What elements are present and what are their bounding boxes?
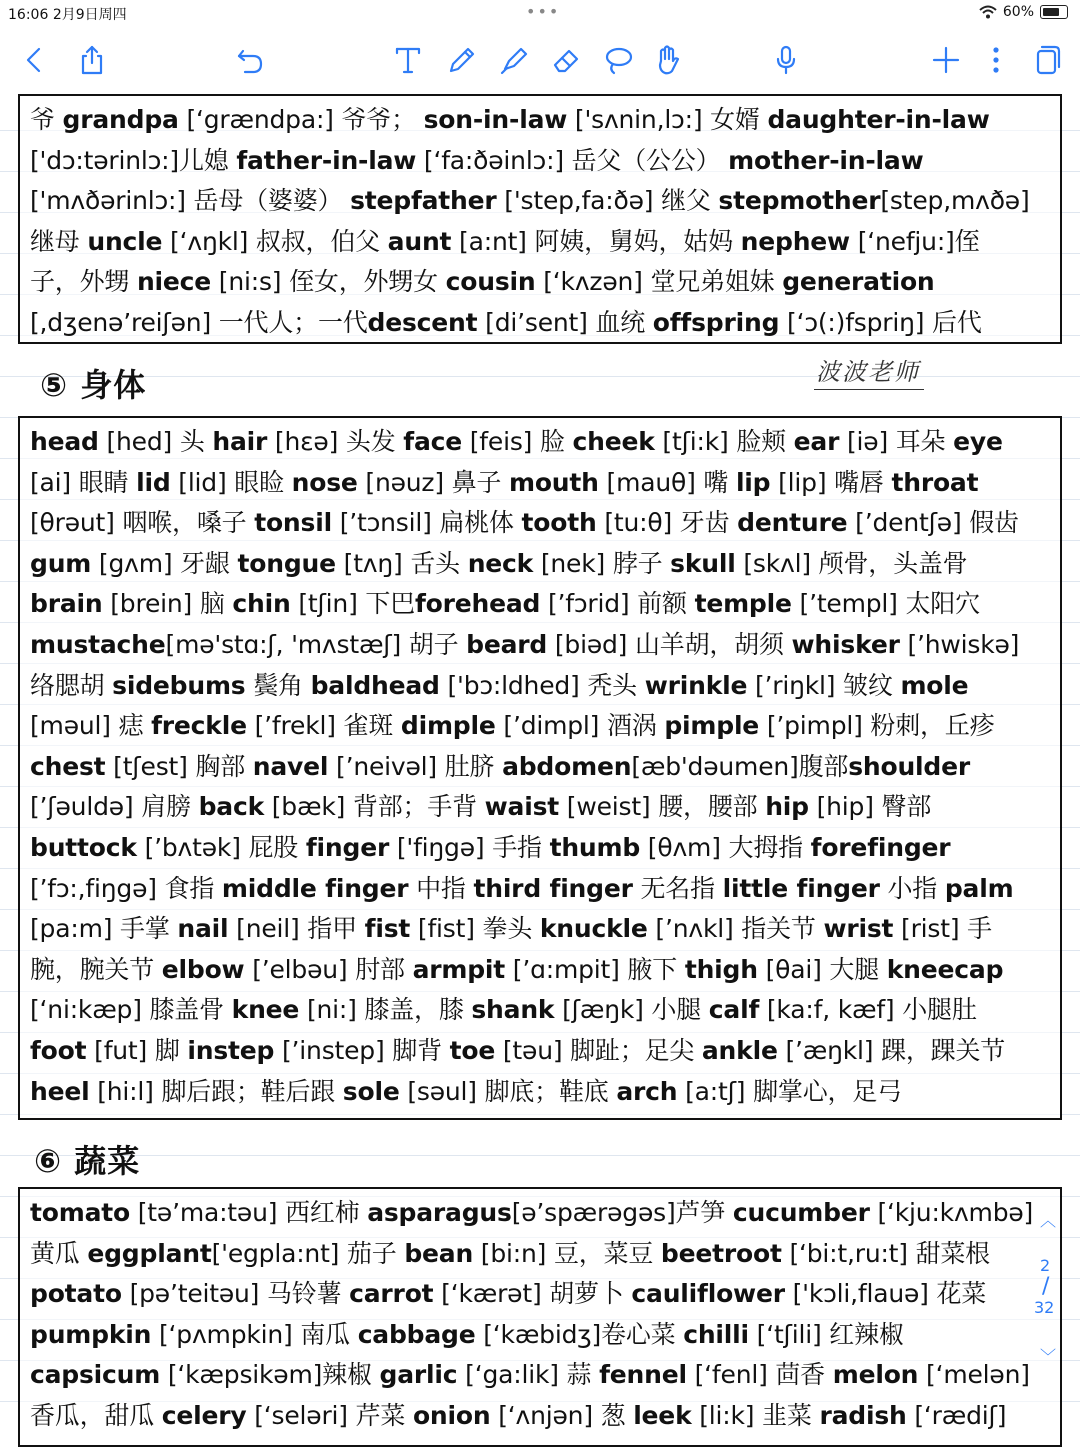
vocab-word: mole — [900, 670, 969, 700]
vocab-gloss: [hεə] 头发 — [267, 427, 404, 456]
vocab-word: gum — [30, 548, 92, 578]
vocab-gloss: [’hwiskə] — [899, 629, 1020, 659]
vocab-gloss: [mauθ] 嘴 — [598, 467, 736, 497]
vocab-word: sole — [342, 1076, 400, 1106]
vocab-word: face — [403, 427, 462, 456]
vocab-line — [30, 1234, 1060, 1275]
vocab-gloss: [‘grændpa:] 爷爷； — [178, 105, 424, 134]
vocab-word: cauliflower — [631, 1279, 785, 1309]
vocab-gloss: 黄瓜 — [30, 1238, 88, 1268]
vocab-gloss: [tʃi:k] 脸颊 — [654, 427, 794, 456]
vocab-word: skull — [670, 548, 736, 578]
vocab-gloss: [‘tʃili] 红辣椒 — [748, 1319, 904, 1349]
vocab-gloss: 腕，腕关节 — [30, 954, 162, 984]
vocab-gloss: [skʌl] 颅骨，头盖骨 — [735, 548, 968, 578]
undo-icon[interactable] — [230, 40, 270, 80]
multitasking-dots-icon[interactable]: ••• — [526, 2, 561, 21]
vocab-word: navel — [252, 751, 329, 781]
vocab-word: beetroot — [660, 1238, 782, 1268]
vocab-gloss: [a:tʃ] 脚掌心，足弓 — [677, 1076, 902, 1106]
vocab-gloss: [æb'dəumen]腹部 — [631, 751, 849, 781]
vocab-word: carrot — [349, 1279, 434, 1309]
vocab-word: hip — [765, 792, 809, 822]
vocab-line — [30, 869, 1060, 910]
vocab-word: thumb — [549, 832, 641, 862]
vocab-gloss: [fist] 拳头 — [410, 914, 540, 944]
vocab-word: arch — [616, 1076, 678, 1106]
vocab-gloss: [iə] 耳朵 — [839, 427, 954, 456]
vocab-gloss: [tu:θ] 牙齿 — [596, 508, 738, 538]
vocab-gloss: [ai] 眼睛 — [30, 467, 137, 497]
vocab-word: beard — [466, 629, 548, 659]
vocab-gloss: 鬓角 — [245, 670, 311, 700]
vocab-gloss: [bæk] 背部；手背 — [264, 792, 485, 822]
vocab-gloss: [weist] 腰，腰部 — [559, 792, 766, 822]
family-vocab-box — [18, 94, 1062, 344]
vocab-gloss: [θai] 大腿 — [757, 954, 887, 984]
vocab-word: buttock — [30, 832, 137, 862]
vocab-gloss: [‘nefju:]侄 — [849, 226, 980, 256]
vocab-gloss: ['mʌðərinlɔ:] 岳母（婆婆） — [30, 186, 351, 216]
vocab-word: dimple — [400, 711, 496, 741]
vocab-gloss: [‘kʌzən] 堂兄弟姐妹 — [535, 267, 783, 297]
vocab-word: knuckle — [539, 914, 648, 944]
vocab-word: middle finger — [221, 873, 409, 903]
vocab-word: father-in-law — [236, 145, 417, 175]
vocab-word: finger — [305, 832, 390, 862]
vocab-gloss: [məul] 痣 — [30, 711, 152, 741]
vocab-word: shank — [471, 995, 555, 1025]
battery-percent: 60% — [1002, 4, 1034, 20]
vocab-gloss: 子，外甥 — [30, 267, 137, 297]
vocab-word: cucumber — [732, 1198, 870, 1227]
lasso-icon[interactable] — [598, 40, 638, 80]
vocab-gloss: [pa:m] 手掌 — [30, 914, 178, 944]
vocab-gloss: [a:nt] 阿姨，舅妈，姑妈 — [451, 226, 741, 256]
vocab-word: lip — [735, 467, 771, 497]
share-icon[interactable] — [72, 40, 112, 80]
vocab-word: fist — [364, 914, 411, 944]
vocab-gloss: [fut] 脚 — [86, 1035, 188, 1065]
vocab-word: wrist — [823, 914, 894, 944]
vocab-gloss: [mə'stɑ:ʃ, 'mʌstæʃ] 胡子 — [165, 629, 467, 659]
vocab-word: leek — [633, 1400, 692, 1430]
vocab-word: cheek — [572, 427, 655, 456]
vocab-gloss: [bi:n] 豆，菜豆 — [473, 1238, 661, 1268]
vocab-gloss: [‘ʌŋkl] 叔叔，伯父 — [162, 226, 388, 256]
vocab-line — [30, 828, 1060, 869]
vocab-gloss: 络腮胡 — [30, 670, 113, 700]
vocab-word: instep — [187, 1035, 275, 1065]
vocab-word: waist — [484, 792, 560, 822]
vocab-line — [30, 1315, 1060, 1356]
vocab-gloss: ['egpla:nt] 茄子 — [211, 1238, 405, 1268]
vocab-gloss: [tʃest] 胸部 — [105, 751, 253, 781]
section-heading-vegetables: ⑥ 蔬菜 — [34, 1142, 141, 1180]
vocab-word: whisker — [791, 629, 900, 659]
vocab-gloss: [θʌm] 大拇指 — [640, 832, 811, 862]
wifi-icon — [979, 5, 997, 19]
vocab-gloss: [tʃin] 下巴 — [290, 589, 415, 619]
vocab-word: capsicum — [30, 1360, 161, 1390]
vocab-line — [30, 1274, 1060, 1315]
vocab-word: neck — [467, 548, 534, 578]
vocab-word: forehead — [414, 589, 541, 619]
family-vocab-lines — [30, 100, 1060, 344]
vocab-gloss: [lid] 眼睑 — [170, 467, 292, 497]
vocab-line — [30, 100, 1060, 141]
vocab-line — [30, 544, 1060, 585]
vocab-gloss: [’tɔnsil] 扁桃体 — [331, 508, 522, 538]
vocab-word: descent — [367, 307, 478, 337]
vocab-word: third finger — [473, 873, 633, 903]
vocab-line — [30, 262, 1060, 303]
toolbar — [0, 28, 1080, 90]
vocab-line — [30, 463, 1060, 504]
vocab-word: daughter-in-law — [767, 105, 990, 134]
back-icon[interactable] — [14, 40, 54, 80]
vocab-word: melon — [832, 1360, 919, 1390]
vocab-gloss: [pə’teitəu] 马铃薯 — [121, 1279, 350, 1309]
vocab-word: mother-in-law — [728, 145, 924, 175]
battery-icon — [1040, 5, 1068, 19]
vocab-word: temple — [694, 589, 792, 619]
add-icon[interactable] — [926, 40, 966, 80]
vocab-word: generation — [782, 267, 935, 297]
vocab-gloss: [‘bi:t,ru:t] 甜菜根 — [781, 1238, 990, 1268]
vocab-word: calf — [708, 995, 760, 1025]
vocab-gloss: [’templ] 太阳穴 — [791, 589, 980, 619]
vocab-gloss: 小指 — [879, 873, 945, 903]
vocab-gloss: [lip] 嘴唇 — [770, 467, 892, 497]
vocab-gloss: [’bʌtək] 屁股 — [136, 832, 306, 862]
vocab-word: denture — [737, 508, 848, 538]
vocab-word: hair — [212, 427, 268, 456]
vocab-word: brain — [30, 589, 103, 619]
vocab-gloss: [‘kæbidʒ]卷心菜 — [475, 1319, 684, 1349]
vocab-gloss: [səul] 脚底；鞋底 — [399, 1076, 617, 1106]
vocab-gloss: [’frekl] 雀斑 — [246, 711, 401, 741]
total-pages: 32 — [1034, 1298, 1055, 1317]
text-tool-icon[interactable] — [388, 40, 428, 80]
vocab-gloss: [‘rædiʃ] — [906, 1400, 1007, 1430]
pages-icon[interactable] — [1026, 40, 1066, 80]
vocab-word: freckle — [151, 711, 247, 741]
vocab-gloss: [gʌm] 牙龈 — [91, 548, 238, 578]
body-vocab-box — [18, 416, 1062, 1120]
vocab-word: kneecap — [886, 954, 1004, 984]
vocab-gloss: [‘pʌmpkin] 南瓜 — [151, 1319, 358, 1349]
vocab-word: knee — [231, 995, 300, 1025]
vocab-gloss: [hip] 臀部 — [808, 792, 932, 822]
vocab-word: back — [198, 792, 264, 822]
vocab-word: niece — [136, 267, 212, 297]
status-time: 16:06 2月9日周四 — [8, 7, 127, 23]
vocab-gloss: ['dɔ:tərinlɔ:]儿媳 — [30, 145, 237, 175]
vocab-gloss: [θrəut] 咽喉，嗓子 — [30, 508, 255, 538]
hand-icon[interactable] — [648, 40, 688, 80]
vocab-gloss: [biəd] 山羊胡，胡须 — [547, 629, 792, 659]
vocab-gloss: [’fɔrid] 前额 — [540, 589, 695, 619]
vocab-gloss: [di’sent] 血统 — [477, 307, 653, 337]
vocab-word: nephew — [740, 226, 850, 256]
page-indicator — [1034, 1208, 1066, 1368]
vocab-gloss: [’dimpl] 酒涡 — [495, 711, 665, 741]
vocab-gloss: ['kɔli,flauə] 花菜 — [784, 1279, 987, 1309]
status-bar — [0, 0, 1080, 26]
vocab-gloss: [‘ga:lik] 蒜 — [457, 1360, 600, 1390]
vocab-line — [30, 747, 1060, 788]
vocab-gloss: [‘kju:kʌmbə] — [869, 1198, 1034, 1227]
vocab-word: foot — [30, 1035, 87, 1065]
vocab-gloss: [’æŋkl] 踝，踝关节 — [777, 1035, 1006, 1065]
vocab-line — [30, 1072, 1060, 1113]
vocab-line — [30, 1396, 1060, 1437]
current-page: 2 — [1040, 1256, 1051, 1275]
vocab-line — [30, 787, 1060, 828]
body-vocab-lines — [30, 422, 1060, 1112]
vocab-word: armpit — [412, 954, 506, 984]
section-heading-body: ⑤ 身体 — [40, 366, 147, 404]
vocab-line — [30, 141, 1060, 182]
vocab-word: mustache — [30, 629, 166, 659]
eraser-icon[interactable] — [546, 40, 586, 80]
vocab-word: tongue — [237, 548, 336, 578]
vocab-gloss: [neil] 指甲 — [228, 914, 365, 944]
vocab-gloss: [’instep] 脚背 — [274, 1035, 450, 1065]
vocab-word: eggplant — [87, 1238, 212, 1268]
vocab-word: nose — [291, 467, 358, 497]
vocab-word: onion — [412, 1400, 491, 1430]
vocab-word: son-in-law — [423, 105, 568, 134]
vocab-gloss: [tʌŋ] 舌头 — [335, 548, 468, 578]
vocab-gloss: [‘ni:kæp] 膝盖骨 — [30, 995, 232, 1025]
vocab-line — [30, 303, 1060, 344]
vocab-gloss: [’nʌkl] 指关节 — [647, 914, 824, 944]
vocab-line — [30, 1193, 1060, 1234]
vocab-gloss: [’elbəu] 肘部 — [244, 954, 413, 984]
vocab-gloss: [feis] 脸 — [462, 427, 573, 456]
vocab-word: toe — [449, 1035, 496, 1065]
vocab-word: tonsil — [254, 508, 332, 538]
vocab-gloss: [‘kærət] 胡萝卜 — [433, 1279, 632, 1309]
vocab-gloss: [nek] 脖子 — [533, 548, 671, 578]
vocab-word: sidebums — [112, 670, 246, 700]
vocab-word: stepfather — [350, 186, 497, 216]
vegetable-vocab-lines — [30, 1193, 1060, 1437]
more-icon[interactable] — [976, 40, 1016, 80]
highlighter-icon[interactable] — [494, 40, 534, 80]
vocab-word: abdomen — [502, 751, 632, 781]
vocab-gloss: [step,mʌðə] — [880, 186, 1030, 216]
vocab-gloss: [‘ɔ(:)fspriŋ] 后代 — [779, 307, 982, 337]
vocab-word: bean — [404, 1238, 474, 1268]
page-separator: / — [1042, 1274, 1050, 1299]
vocab-line — [30, 503, 1060, 544]
vocab-gloss: [’ɑ:mpit] 腋下 — [505, 954, 685, 984]
vocab-gloss: ['sʌnin,lɔ:] 女婿 — [567, 105, 768, 134]
vocab-line — [30, 666, 1060, 707]
pen-icon[interactable] — [442, 40, 482, 80]
vocab-word: radish — [819, 1400, 907, 1430]
page-up-icon[interactable]: ︿ — [1040, 1211, 1057, 1230]
vocab-gloss: [nəuz] 鼻子 — [357, 467, 509, 497]
vocab-word: elbow — [161, 954, 245, 984]
vocab-word: asparagus — [367, 1198, 512, 1227]
vocab-gloss: [’fɔ:,fiŋgə] 食指 — [30, 873, 222, 903]
vocab-word: garlic — [379, 1360, 458, 1390]
vocab-word: eye — [953, 427, 1003, 456]
vocab-gloss: [rist] 手 — [893, 914, 992, 944]
vocab-word: ear — [793, 427, 840, 456]
vocab-gloss: [‘seləri] 芹菜 — [246, 1400, 413, 1430]
vocab-gloss: [tə’ma:təu] 西红柿 — [129, 1198, 368, 1227]
vocab-gloss: [’riŋkl] 皱纹 — [747, 670, 901, 700]
vocab-line — [30, 1355, 1060, 1396]
vocab-word: palm — [944, 873, 1014, 903]
vocab-word: nail — [177, 914, 229, 944]
vocab-line — [30, 909, 1060, 950]
vocab-line — [30, 706, 1060, 747]
vocab-word: offspring — [652, 307, 780, 337]
vocab-gloss: [li:k] 韭菜 — [691, 1400, 820, 1430]
vocab-gloss: [‘kæpsikəm]辣椒 — [160, 1360, 380, 1390]
vocab-word: cousin — [445, 267, 536, 297]
status-right — [979, 4, 1068, 20]
vocab-line — [30, 950, 1060, 991]
vocab-gloss: [təu] 脚趾；足尖 — [495, 1035, 702, 1065]
vocab-gloss: 爷 — [30, 105, 63, 134]
vocab-word: stepmother — [718, 186, 881, 216]
vocab-word: thigh — [684, 954, 758, 984]
vocab-gloss: [’neivəl] 肚脐 — [328, 751, 503, 781]
vocab-word: potato — [30, 1279, 122, 1309]
vocab-word: aunt — [387, 226, 452, 256]
vocab-line — [30, 625, 1060, 666]
vocab-word: shoulder — [848, 751, 970, 781]
vocab-word: tomato — [30, 1198, 130, 1227]
vocab-word: head — [30, 427, 99, 456]
vocab-word: cabbage — [357, 1319, 476, 1349]
vocab-word: chilli — [683, 1319, 749, 1349]
vocab-gloss: [hed] 头 — [98, 427, 213, 456]
vocab-word: throat — [891, 467, 979, 497]
vocab-gloss: [brein] 脑 — [102, 589, 233, 619]
vocab-line — [30, 1031, 1060, 1072]
vocab-line — [30, 222, 1060, 263]
vocab-gloss: [‘fenl] 茴香 — [686, 1360, 833, 1390]
vocab-line — [30, 181, 1060, 222]
vocab-gloss: [‘melən] — [918, 1360, 1030, 1390]
vocab-word: heel — [30, 1076, 90, 1106]
vocab-gloss: [’pimpl] 粉刺，丘疹 — [759, 711, 995, 741]
vocab-word: grandpa — [62, 105, 179, 134]
vocab-line — [30, 990, 1060, 1031]
vocab-gloss: [hi:l] 脚后跟；鞋后跟 — [89, 1076, 343, 1106]
vocab-gloss: [,dʒenə’reiʃən] 一代人；一代 — [30, 307, 368, 337]
vocab-gloss: [ʃæŋk] 小腿 — [554, 995, 709, 1025]
vocab-word: mouth — [508, 467, 599, 497]
vocab-gloss: ['fiŋgə] 手指 — [389, 832, 550, 862]
vocab-word: wrinkle — [644, 670, 748, 700]
vocab-word: uncle — [87, 226, 163, 256]
vocab-gloss: 无名指 — [632, 873, 723, 903]
vocab-gloss: ['step,fa:ðə] 继父 — [496, 186, 719, 216]
vocab-word: forefinger — [810, 832, 951, 862]
vocab-word: pimple — [664, 711, 760, 741]
microphone-icon[interactable] — [766, 40, 806, 80]
vocab-word: pumpkin — [30, 1319, 152, 1349]
vocab-word: tooth — [521, 508, 597, 538]
vocab-line — [30, 422, 1060, 463]
vocab-word: ankle — [701, 1035, 778, 1065]
vocab-gloss: ['bɔ:ldhed] 秃头 — [439, 670, 645, 700]
vocab-word: little finger — [722, 873, 880, 903]
vocab-word: baldhead — [310, 670, 440, 700]
vocab-line — [30, 584, 1060, 625]
vocab-gloss: [’dentʃə] 假齿 — [847, 508, 1019, 538]
teacher-signature: 波波老师 — [814, 352, 924, 390]
vegetable-vocab-box — [18, 1187, 1062, 1447]
vocab-word: chin — [232, 589, 291, 619]
page-down-icon[interactable]: ﹀ — [1040, 1347, 1057, 1366]
vocab-gloss: 香瓜，甜瓜 — [30, 1400, 162, 1430]
vocab-gloss: [’ʃəuldə] 肩膀 — [30, 792, 199, 822]
vocab-gloss: 继母 — [30, 226, 88, 256]
vocab-word: chest — [30, 751, 106, 781]
vocab-gloss: [ni:s] 侄女，外甥女 — [211, 267, 446, 297]
vocab-gloss: [ni:] 膝盖，膝 — [299, 995, 472, 1025]
vocab-gloss: [ə’spærəgəs]芦笋 — [511, 1198, 733, 1227]
vocab-word: fennel — [599, 1360, 687, 1390]
vocab-gloss: [ka:f, kæf] 小腿肚 — [759, 995, 977, 1025]
vocab-gloss: 中指 — [408, 873, 474, 903]
vocab-word: lid — [136, 467, 171, 497]
vocab-gloss: [‘fa:ðəinlɔ:] 岳父（公公） — [416, 145, 729, 175]
vocab-word: celery — [161, 1400, 247, 1430]
notebook-page[interactable] — [0, 90, 1080, 1440]
vocab-gloss: [‘ʌnjən] 葱 — [490, 1400, 634, 1430]
